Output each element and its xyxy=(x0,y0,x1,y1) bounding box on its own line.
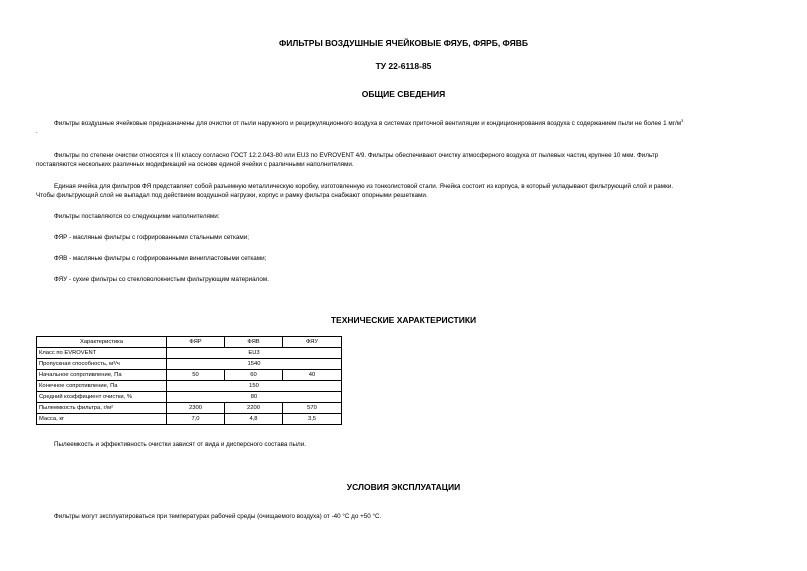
table-cell: 7,0 xyxy=(167,414,225,425)
table-cell: 50 xyxy=(167,370,225,381)
table-row-label: Класс по EVROVENT xyxy=(37,348,167,359)
table-cell: 570 xyxy=(283,403,342,414)
section-heading-tech: ТЕХНИЧЕСКИЕ ХАРАКТЕРИСТИКИ xyxy=(330,315,477,325)
conditions-text: Фильтры могут эксплуатироваться при температурах рабочей среды (очищаемого воздуха) от -40 °С до +50 °С. xyxy=(54,513,382,520)
table-row xyxy=(37,403,342,414)
table-row-label: Конечное сопротивление, Па xyxy=(37,381,167,392)
standard-code: ТУ 22-6118-85 xyxy=(375,61,432,71)
table-row xyxy=(37,392,342,403)
general-paragraph-1-text: Фильтры воздушные ячейковые предназначены для очистки от пыли наружного и рециркуляционного воздуха в системах приточной вентиляции и кондиционирования воздуха с содержанием пыли не более 1 мг/м xyxy=(54,120,682,128)
document-title: ФИЛЬТРЫ ВОЗДУШНЫЕ ЯЧЕЙКОВЫЕ ФЯУБ, ФЯРБ, ФЯВБ xyxy=(279,38,528,48)
table-row-label: Пылеемкость фильтра, г/м² xyxy=(37,403,167,414)
table-row xyxy=(37,414,342,425)
table-row-label: Пропускная способность, м³/ч xyxy=(37,359,167,370)
table-cell-merged: EU3 xyxy=(167,348,342,359)
list-item-fyau: ФЯУ - сухие фильтры со стекловолокнистым фильтрующим материалом. xyxy=(54,276,270,283)
table-cell: 3,5 xyxy=(283,414,342,425)
table-cell-merged: 150 xyxy=(167,381,342,392)
table-cell: 40 xyxy=(283,370,342,381)
general-paragraph-3-line-1: Единая ячейка для фильтров ФЯ представляет собой разъемную металлическую коробку, изготовленную из тонколистовой стали. Ячейка состоит из корпуса, в который укладывают фильтрующий слой и рамки. xyxy=(54,183,674,190)
table-cell: 4,8 xyxy=(225,414,283,425)
table-cell: 60 xyxy=(225,370,283,381)
table-cell-merged: 80 xyxy=(167,392,342,403)
table-row-label: Масса, кг xyxy=(37,414,167,425)
list-item-fyav: ФЯВ - масляные фильтры с гофрированными винипластовыми сетками; xyxy=(54,255,267,262)
general-paragraph-2-line-1: Фильтры по степени очистки относятся к III классу согласно ГОСТ 12.2.043-80 или EU3 по EVROVENT 4/9. Фильтры обеспечивают очистку атмосферного воздуха от пылевых частиц крупнее 10 мкм. Фильтр xyxy=(54,152,659,159)
general-paragraph-4: Фильтры поставляются со следующими наполнителями: xyxy=(54,213,220,220)
table-header-cell: ФЯВ xyxy=(225,337,283,348)
list-item-fyar: ФЯР - масляные фильтры с гофрированными стальными сетками; xyxy=(54,234,250,241)
table-cell-merged: 1540 xyxy=(167,359,342,370)
table-row xyxy=(37,348,342,359)
general-paragraph-1: Фильтры воздушные ячейковые предназначены для очистки от пыли наружного и рециркуляционного воздуха в системах приточной вентиляции и кондиционирования воздуха с содержанием пыли не более 1 $мг/м^3$ xyxy=(54,118,684,128)
general-paragraph-1-tail: . xyxy=(36,128,38,135)
table-header-cell: Характеристика xyxy=(37,337,167,348)
general-paragraph-2-line-2: поставляются нескольких различных модификаций на основе единой ячейки с различными наполнителями. xyxy=(36,161,354,168)
table-row xyxy=(37,370,342,381)
table-header-cell: ФЯР xyxy=(167,337,225,348)
section-heading-general: ОБЩИЕ СВЕДЕНИЯ xyxy=(361,89,446,99)
table-row xyxy=(37,381,342,392)
spec-table xyxy=(36,336,342,425)
table-row-label: Средний коэффициент очистки, % xyxy=(37,392,167,403)
tech-note: Пылеемкость и эффективность очистки зависят от вида и дисперсного состава пыли. xyxy=(54,441,306,448)
table-row xyxy=(37,359,342,370)
table-row-label: Начальное сопротивление, Па xyxy=(37,370,167,381)
table-cell: 2200 xyxy=(225,403,283,414)
table-header-row xyxy=(37,337,342,348)
section-heading-conditions: УСЛОВИЯ ЭКСПЛУАТАЦИИ xyxy=(346,482,461,492)
general-paragraph-3-line-2: Чтобы фильтрующий слой не выпадал под действием воздушной нагрузки, корпус и рамку фильтра снабжают опорными решетками. xyxy=(36,192,428,199)
table-header-cell: ФЯУ xyxy=(283,337,342,348)
table-cell: 2300 xyxy=(167,403,225,414)
